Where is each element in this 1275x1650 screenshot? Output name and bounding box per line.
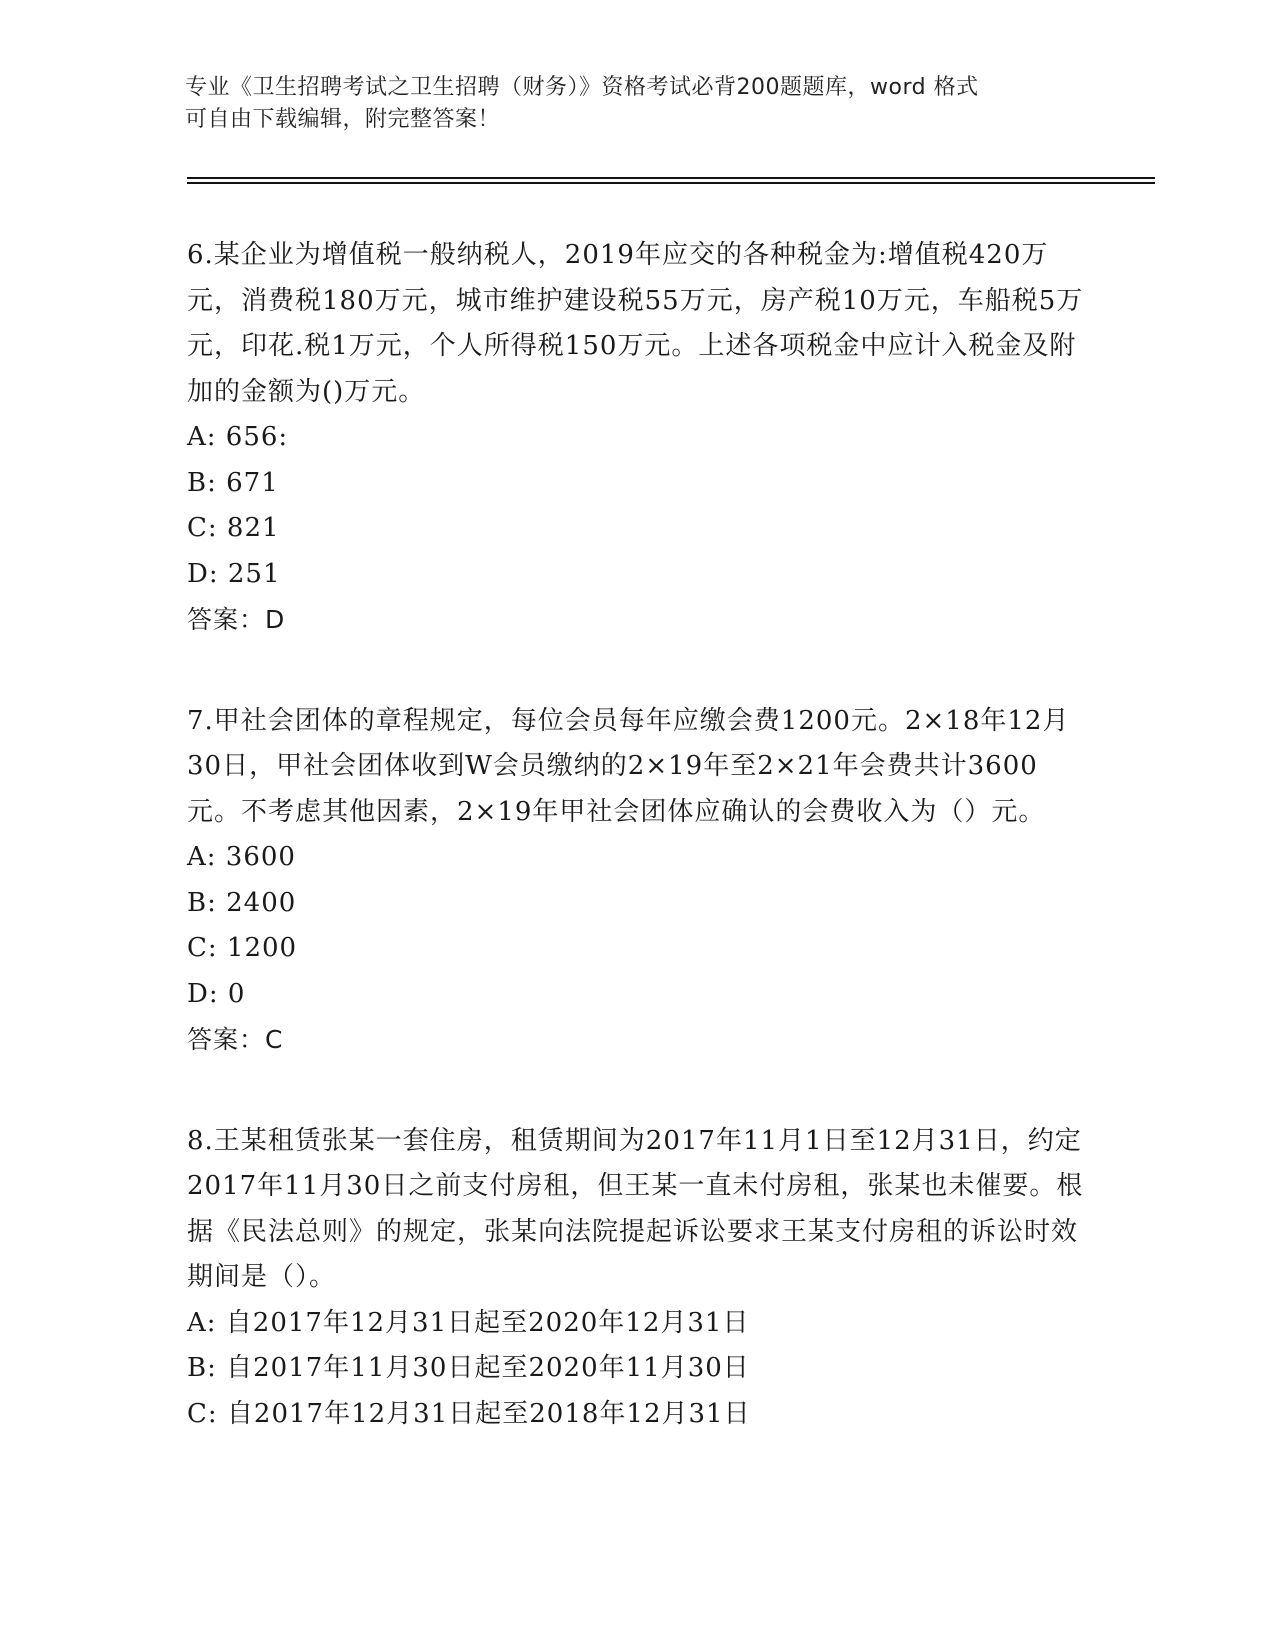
option-c: C: 自2017年12月31日起至2018年12月31日 xyxy=(187,1398,751,1429)
header-line-1: 专业《卫生招聘考试之卫生招聘（财务）》资格考试必背200题题库，word 格式 xyxy=(185,75,979,100)
option-c: C: 821 xyxy=(187,513,280,543)
question-list xyxy=(187,233,1087,1493)
document-header xyxy=(185,72,1085,136)
header-rule-bottom xyxy=(187,182,1155,184)
question-6 xyxy=(187,233,1087,643)
question-text: 7.甲社会团体的章程规定，每位会员每年应缴会费1200元。2×18年12月30日，甲社会团体收到W会员缴纳的2×19年至2×21年会费共计3600元。不考虑其他因素，2×19年甲社会团体应确认的会费收入为（）元。 xyxy=(187,705,1070,827)
option-list xyxy=(187,1301,1087,1438)
question-text: 6.某企业为增值税一般纳税人，2019年应交的各种税金为:增值税420万元，消费税180万元，城市维护建设税55万元，房产税10万元，车船税5万元，印花.税1万元，个人所得税150万元。上述各项税金中应计入税金及附加的金额为()万元。 xyxy=(187,240,1084,407)
option-b: B: 2400 xyxy=(187,887,297,918)
option-list xyxy=(187,835,1087,1017)
option-d: D: 251 xyxy=(187,558,281,589)
question-7 xyxy=(187,699,1087,1063)
question-8 xyxy=(187,1119,1087,1438)
option-b: B: 自2017年11月30日起至2020年11月30日 xyxy=(187,1353,750,1383)
answer: 答案：D xyxy=(187,605,286,634)
option-list xyxy=(187,415,1087,597)
answer: 答案：C xyxy=(187,1025,284,1054)
question-text: 8.王某租赁张某一套住房，租赁期间为2017年11月1日至12月31日，约定2017年11月30日之前支付房租，但王某一直未付房租，张某也未催要。根据《民法总则》的规定，张某向法院提起诉讼要求王某支付房租的诉讼时效期间是（）。 xyxy=(187,1125,1084,1292)
option-a: A: 656: xyxy=(187,422,289,452)
header-line-2: 可自由下载编辑，附完整答案！ xyxy=(185,107,501,132)
option-d: D: 0 xyxy=(187,978,246,1009)
header-rule-top xyxy=(187,177,1155,179)
option-a: A: 自2017年12月31日起至2020年12月31日 xyxy=(187,1307,750,1338)
option-a: A: 3600 xyxy=(187,842,296,872)
option-b: B: 671 xyxy=(187,467,279,498)
option-c: C: 1200 xyxy=(187,933,298,963)
